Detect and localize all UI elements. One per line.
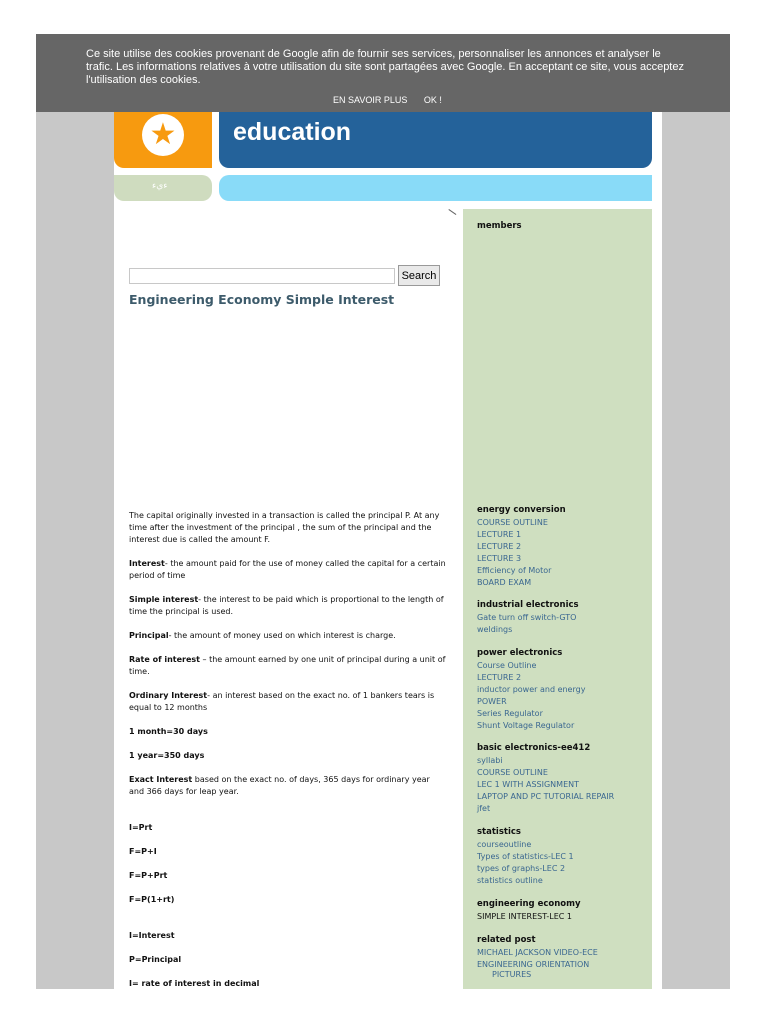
sidebar-link[interactable]: LECTURE 2: [477, 542, 522, 551]
formula: F=P+Prt: [129, 871, 168, 880]
sidebar-link[interactable]: LECTURE 2: [477, 673, 522, 682]
sidebar-heading: power electronics: [477, 648, 563, 658]
definition-term: Ordinary Interest: [129, 691, 208, 700]
star-icon: ★: [149, 117, 177, 152]
sidebar-heading: related post: [477, 935, 536, 945]
search-input[interactable]: [129, 268, 395, 284]
definition: [129, 558, 447, 582]
definition-text: - the interest to be paid which is proportional to the length of time the principal is used.: [129, 595, 444, 616]
sidebar-link[interactable]: ENGINEERING ORIENTATION: [477, 960, 590, 969]
cookie-actions: [333, 95, 456, 105]
search-button[interactable]: Search: [398, 265, 440, 286]
sidebar-link[interactable]: Series Regulator: [477, 709, 543, 718]
sidebar-link[interactable]: COURSE OUTLINE: [477, 768, 548, 777]
sidebar-link[interactable]: POWER: [477, 697, 507, 706]
sidebar-link[interactable]: LECTURE 3: [477, 554, 522, 563]
formula: I=Prt: [129, 823, 153, 832]
variable: P=Principal: [129, 955, 182, 964]
definition: [129, 690, 447, 714]
definition-term: Exact Interest: [129, 775, 193, 784]
year-def: 1 year=350 days: [129, 751, 205, 760]
sidebar-link[interactable]: Course Outline: [477, 661, 537, 670]
nav-tab-home[interactable]: [114, 175, 212, 201]
definition: [129, 594, 447, 618]
definition-term: Interest: [129, 559, 165, 568]
definition-text: - the amount paid for the use of money called the capital for a certain period of time: [129, 559, 446, 580]
intro-paragraph: The capital originally invested in a transaction is called the principal P. At any time after the investment of the principal , the sum of the principal and the interest due is called the amount F.: [129, 511, 440, 544]
definition: [129, 774, 447, 798]
sidebar-link[interactable]: LAPTOP AND PC TUTORIAL REPAIR: [477, 792, 615, 801]
definition: [129, 654, 447, 678]
variable: I=Interest: [129, 931, 175, 940]
definition-text: – the amount earned by one unit of principal during a unit of time.: [129, 655, 446, 676]
definition-text: based on the exact no. of days, 365 days for ordinary year and 366 days for leap year.: [129, 775, 430, 796]
sidebar-link[interactable]: Efficiency of Motor: [477, 566, 552, 575]
cookie-banner: [36, 34, 730, 112]
definition: [129, 630, 447, 642]
sidebar-heading-members: members: [477, 221, 522, 231]
formula: F=P(1+rt): [129, 895, 175, 904]
cookie-message: Ce site utilise des cookies provenant de Google afin de fournir ses services, personnaliser les annonces et analyser le trafic. Les informations relatives à votre utilisation du site sont partagées avec Google. En acceptant ce site, vous acceptez l'utilisation des cookies.: [86, 48, 684, 86]
sidebar-link[interactable]: LECTURE 1: [477, 530, 522, 539]
definition-term: Rate of interest: [129, 655, 200, 664]
sidebar-link[interactable]: jfet: [477, 804, 491, 813]
sidebar-link[interactable]: courseoutline: [477, 840, 532, 849]
nav-bar: [219, 175, 652, 201]
sidebar-link[interactable]: Types of statistics-LEC 1: [477, 852, 574, 861]
logo[interactable]: [114, 104, 212, 168]
learn-more-link[interactable]: EN SAVOIR PLUS: [333, 95, 408, 105]
star-badge: [142, 114, 184, 156]
sidebar-heading: statistics: [477, 827, 521, 837]
sidebar-link[interactable]: syllabi: [477, 756, 503, 765]
blog-header: [219, 104, 652, 168]
formula: F=P+I: [129, 847, 157, 856]
sidebar-link[interactable]: LEC 1 WITH ASSIGNMENT: [477, 780, 579, 789]
definition-text: - an interest based on the exact no. of 1 bankers tears is equal to 12 months: [129, 691, 435, 712]
sidebar-link[interactable]: weldings: [477, 625, 513, 634]
sidebar-link[interactable]: PICTURES: [492, 970, 532, 979]
sidebar-heading: industrial electronics: [477, 600, 579, 610]
blog-title[interactable]: education: [233, 118, 352, 146]
sidebar-link[interactable]: inductor power and energy: [477, 685, 586, 694]
nav-tab-label: ءيء: [152, 181, 168, 191]
sidebar-link[interactable]: BOARD EXAM: [477, 578, 532, 587]
definition-term: Principal: [129, 631, 169, 640]
sidebar-link[interactable]: Gate turn off switch-GTO: [477, 613, 577, 622]
sidebar-heading: basic electronics-ee412: [477, 743, 591, 753]
sidebar-link[interactable]: Shunt Voltage Regulator: [477, 721, 575, 730]
month-def: 1 month=30 days: [129, 727, 208, 736]
post-body: [129, 510, 447, 1002]
sidebar-heading: engineering economy: [477, 899, 581, 909]
sidebar-link[interactable]: COURSE OUTLINE: [477, 518, 548, 527]
sidebar: [463, 209, 652, 989]
definition-text: - the amount of money used on which interest is charge.: [168, 631, 396, 640]
sidebar-link[interactable]: statistics outline: [477, 876, 543, 885]
sidebar-link[interactable]: MICHAEL JACKSON VIDEO-ECE: [477, 948, 598, 957]
variable: I= rate of interest in decimal: [129, 979, 260, 988]
sidebar-link[interactable]: types of graphs-LEC 2: [477, 864, 566, 873]
sidebar-link-current[interactable]: SIMPLE INTEREST-LEC 1: [477, 912, 572, 921]
cookie-ok-button[interactable]: OK !: [423, 95, 442, 105]
sidebar-heading: energy conversion: [477, 505, 566, 515]
post-title[interactable]: Engineering Economy Simple Interest: [129, 292, 395, 307]
definition-term: Simple interest: [129, 595, 199, 604]
